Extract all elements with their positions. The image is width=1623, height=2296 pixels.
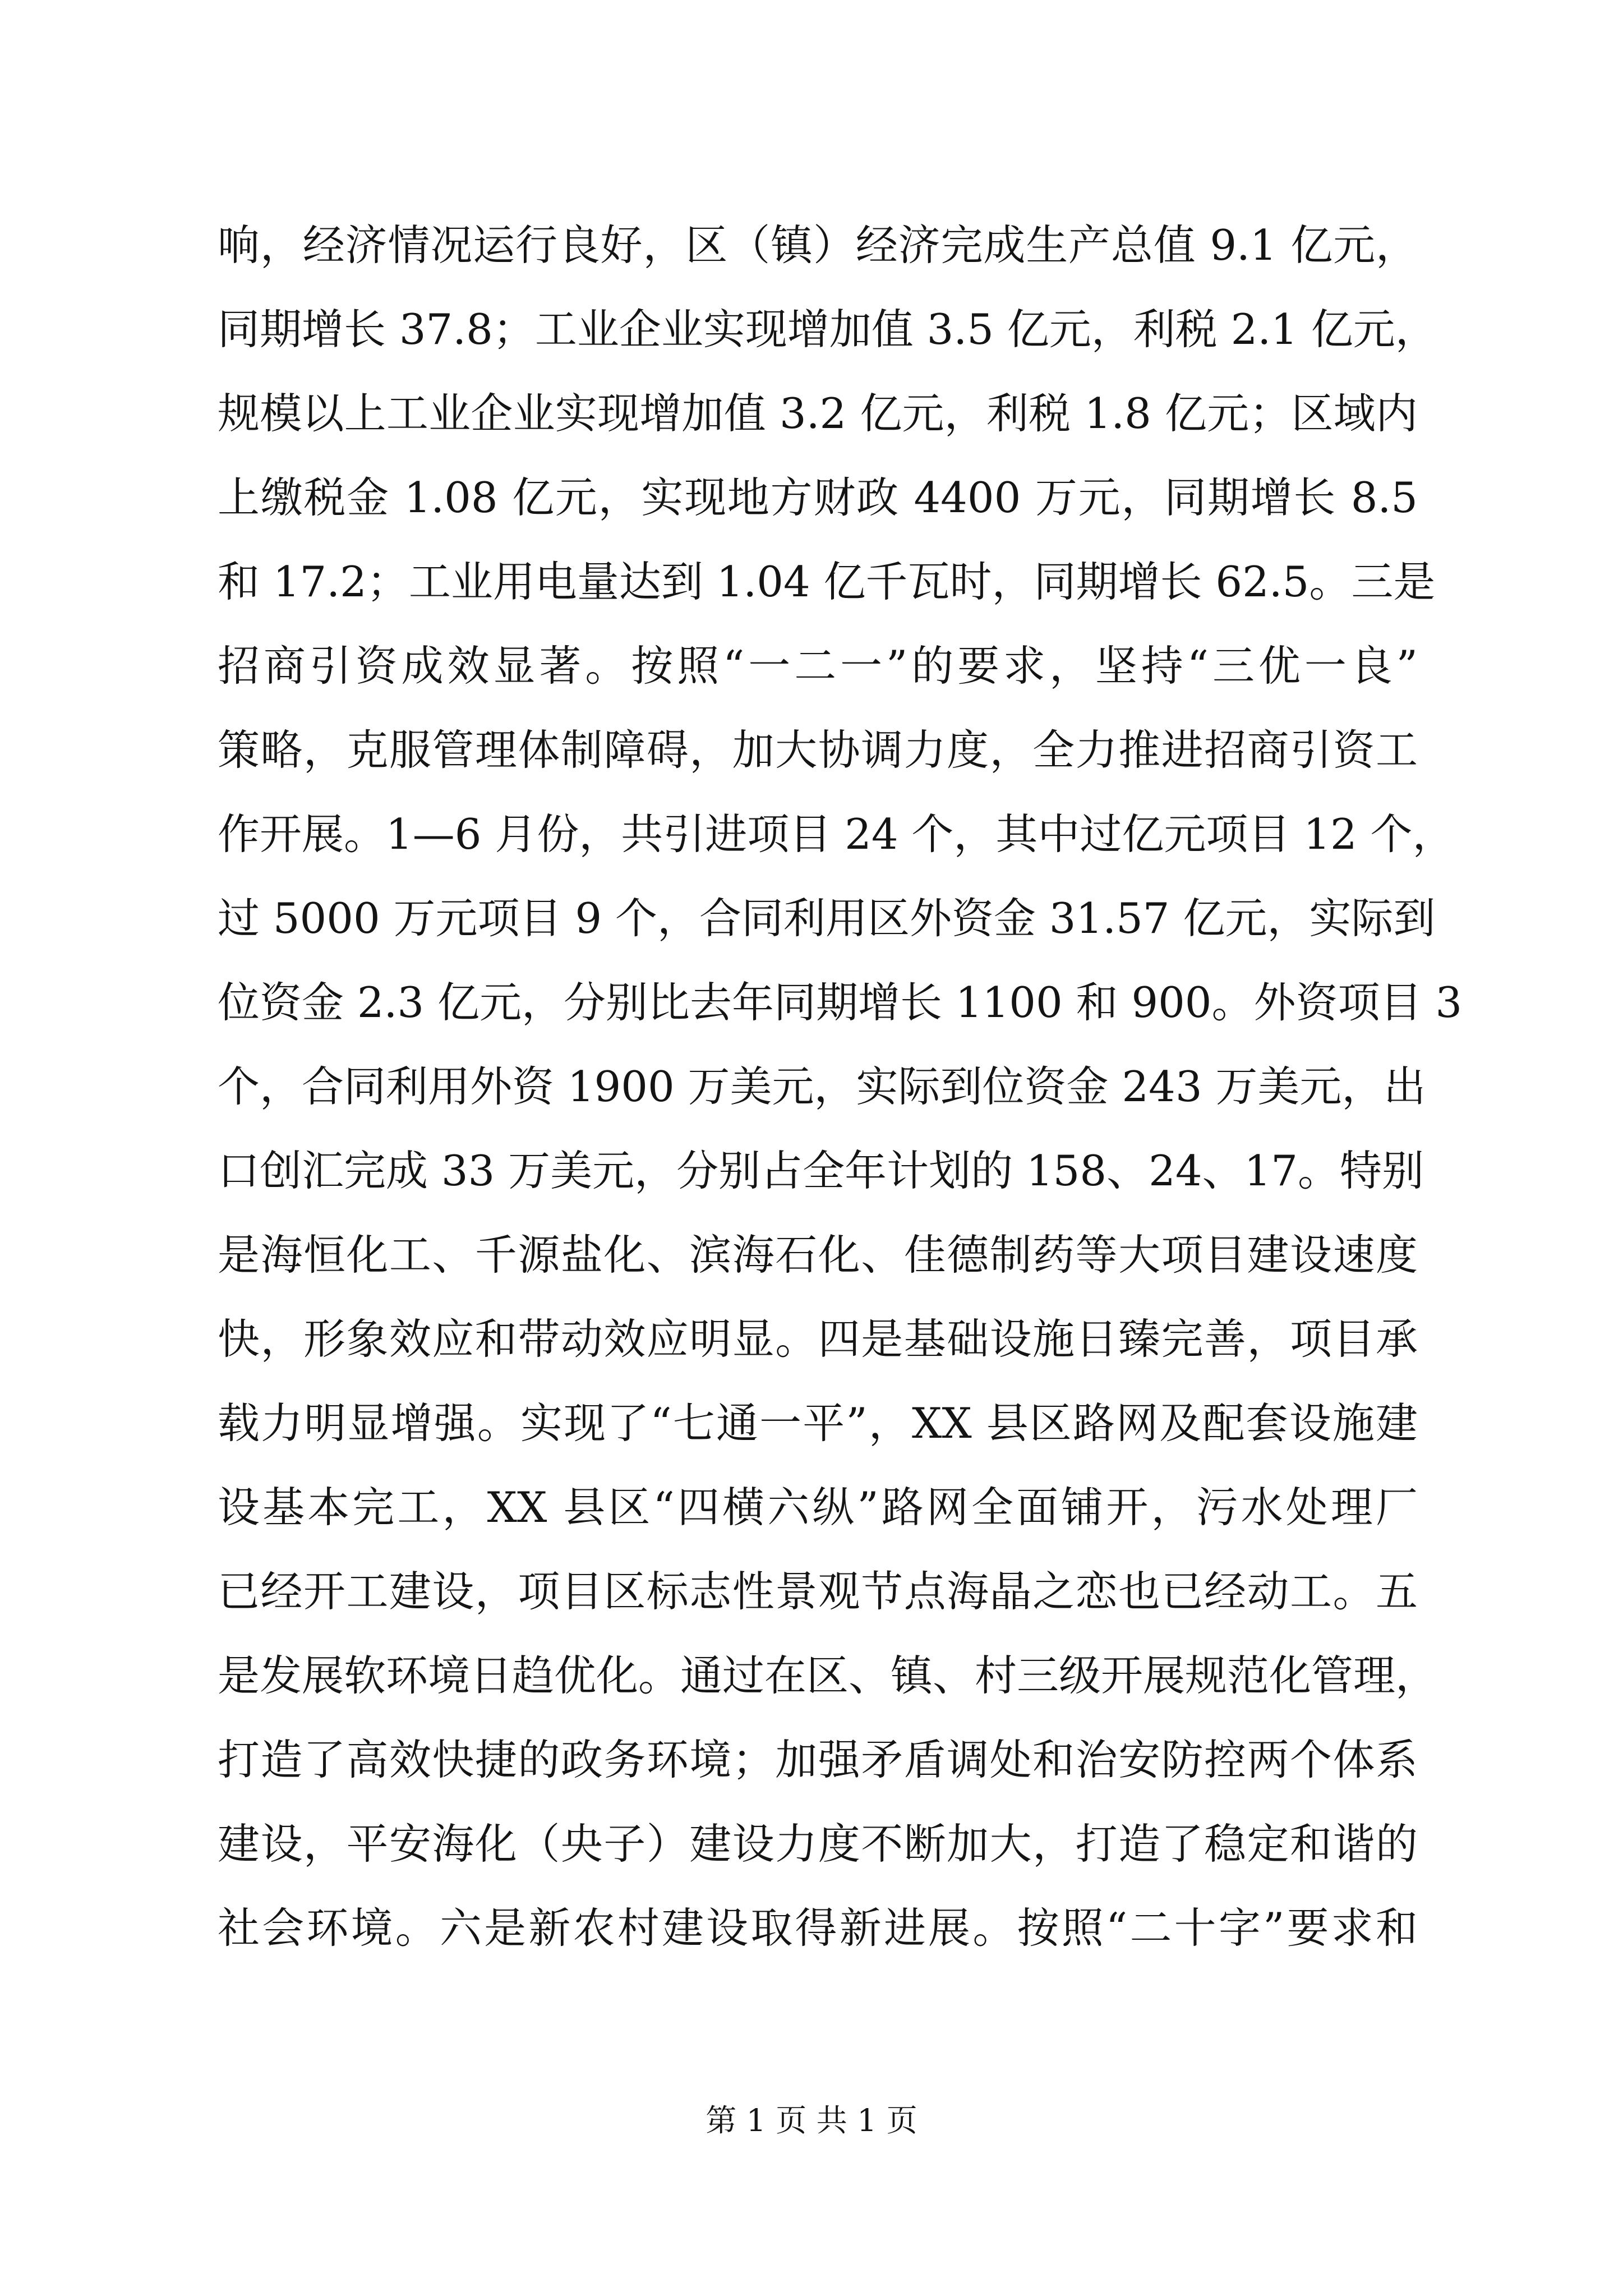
text-line: 招商引资成效显著。按照“一二一”的要求，坚持“三优一良”	[218, 641, 1418, 691]
text-line: 快，形象效应和带动效应明显。四是基础设施日臻完善，项目承	[218, 1314, 1418, 1364]
text-line: 社会环境。六是新农村建设取得新进展。按照“二十字”要求和	[218, 1903, 1418, 1953]
text-line: 载力明显增强。实现了“七通一平”，XX 县区路网及配套设施建	[218, 1398, 1418, 1448]
text-line: 建设，平安海化（央子）建设力度不断加大，打造了稳定和谐的	[218, 1819, 1418, 1869]
text-line: 上缴税金 1.08 亿元，实现地方财政 4400 万元，同期增长 8.5	[218, 473, 1418, 522]
page-footer: 第 1 页 共 1 页	[706, 2102, 917, 2138]
text-line: 和 17.2；工业用电量达到 1.04 亿千瓦时，同期增长 62.5。三是	[218, 557, 1436, 606]
text-line: 设基本完工，XX 县区“四横六纵”路网全面铺开，污水处理厂	[218, 1483, 1418, 1532]
text-line: 是海恒化工、千源盐化、滨海石化、佳德制药等大项目建设速度	[218, 1230, 1418, 1280]
text-line: 个，合同利用外资 1900 万美元，实际到位资金 243 万美元，出	[218, 1062, 1426, 1111]
body-text	[218, 203, 1463, 1970]
text-line: 过 5000 万元项目 9 个，合同利用区外资金 31.57 亿元，实际到	[218, 894, 1436, 943]
text-line: 作开展。1—6 月份，共引进项目 24 个，其中过亿元项目 12 个，	[218, 809, 1455, 859]
text-line: 同期增长 37.8；工业企业实现增加值 3.5 亿元，利税 2.1 亿元，	[218, 305, 1437, 354]
text-line: 规模以上工业企业实现增加值 3.2 亿元，利税 1.8 亿元；区域内	[218, 389, 1418, 438]
text-line: 位资金 2.3 亿元，分别比去年同期增长 1100 和 900。外资项目 3	[218, 978, 1463, 1027]
text-line: 是发展软环境日趋优化。通过在区、镇、村三级开展规范化管理，	[218, 1651, 1438, 1700]
text-line: 响，经济情况运行良好，区（镇）经济完成生产总值 9.1 亿元，	[218, 220, 1418, 270]
text-line: 策略，克服管理体制障碍，加大协调力度，全力推进招商引资工	[218, 725, 1418, 775]
text-line: 口创汇完成 33 万美元，分别占全年计划的 158、24、17。特别	[218, 1146, 1424, 1195]
text-line: 打造了高效快捷的政务环境；加强矛盾调处和治安防控两个体系	[218, 1735, 1418, 1784]
text-line: 已经开工建设，项目区标志性景观节点海晶之恋也已经动工。五	[218, 1567, 1418, 1616]
